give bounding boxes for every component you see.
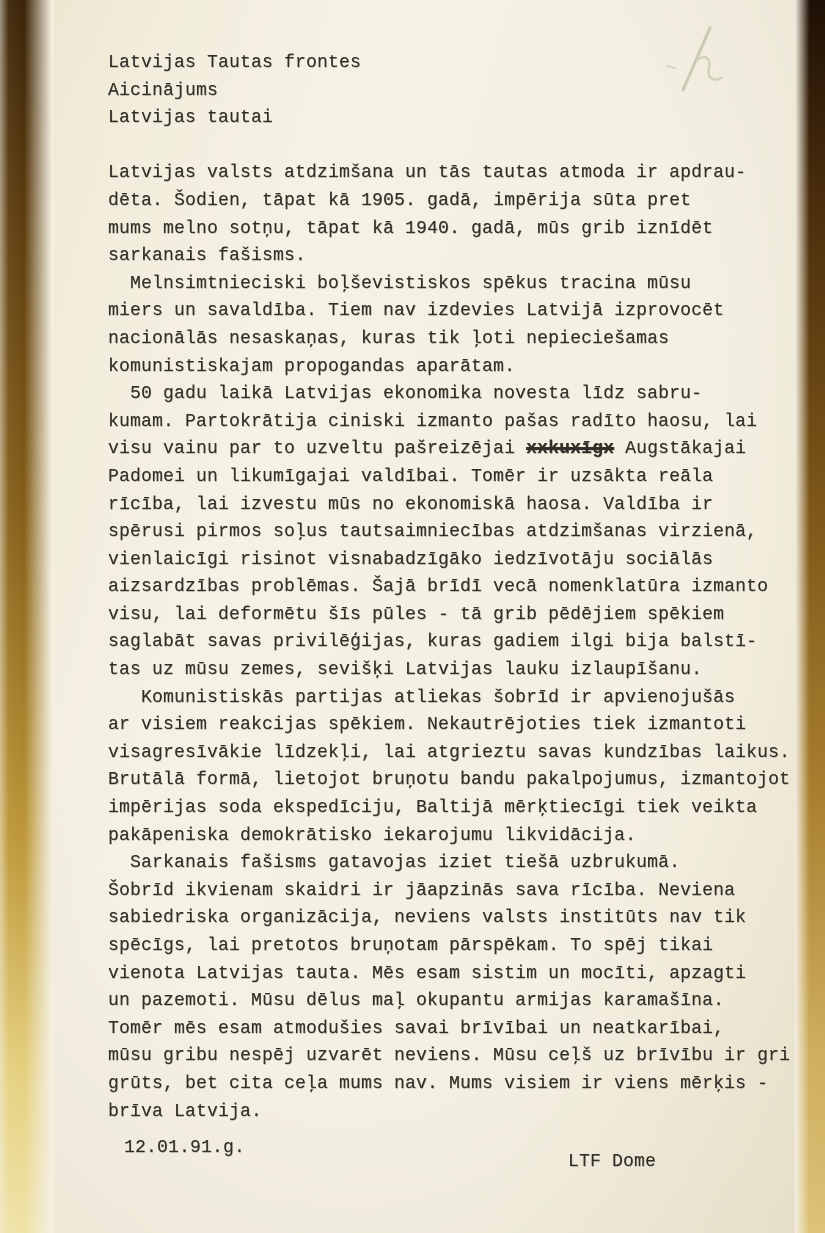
text-line: spērusi pirmos soļus tautsaimniecības atdzimšanas virzienā, xyxy=(108,522,758,543)
text-line: Latvijas valsts atdzimšana un tās tautas atmoda ir apdrau- xyxy=(108,163,747,184)
signature: LTF Dome xyxy=(568,1152,657,1172)
text-line: Šobrīd ikvienam skaidri ir jāapzinās sava rīcība. Neviena xyxy=(108,880,736,901)
text-line: visu vainu par to uzveltu pašreizējai xxkuxīgx Augstākajai xyxy=(108,439,747,460)
text-line: Brutālā formā, lietojot bruņotu bandu pakalpojumus, izmantojot xyxy=(108,770,791,791)
text-line: nacionālās nesaskaņas, kuras tik ļoti nepieciešamas xyxy=(108,328,670,349)
text-line: ar visiem reakcijas spēkiem. Nekautrējoties tiek izmantoti xyxy=(108,715,747,736)
document-date: 12.01.91.g. xyxy=(124,1138,246,1158)
text-line: mums melno sotņu, tāpat kā 1940. gadā, mūs grib iznīdēt xyxy=(108,218,714,239)
text-line: Latvijas Tautas frontes xyxy=(108,53,362,73)
text-line: brīva Latvija. xyxy=(108,1101,263,1122)
text-line: Padomei un likumīgajai valdībai. Tomēr ir uzsākta reāla xyxy=(108,466,714,487)
text-line: rīcība, lai izvestu mūs no ekonomiskā haosa. Valdība ir xyxy=(108,494,714,515)
text-line: un pazemoti. Mūsu dēlus maļ okupantu armijas karamašīna. xyxy=(108,991,725,1012)
text-line: tas uz mūsu zemes, sevišķi Latvijas lauku izlaupīšanu. xyxy=(108,660,703,681)
text-line: visagresīvākie līdzekļi, lai atgrieztu savas kundzības laikus. xyxy=(108,742,791,763)
text-line: impērijas soda ekspedīciju, Baltijā mērķtiecīgi tiek veikta xyxy=(108,798,758,819)
text-line: grūts, bet cita ceļa mums nav. Mums visiem ir viens mērķis - xyxy=(108,1073,769,1094)
text-line: Melnsimtnieciski boļševistiskos spēkus tracina mūsu xyxy=(108,273,692,294)
text-line: Aicinājums xyxy=(108,80,219,101)
text-line: Sarkanais fašisms gatavojas iziet tiešā uzbrukumā. xyxy=(108,853,681,874)
text-line: sabiedriska organizācija, neviens valsts institūts nav tik xyxy=(108,908,747,929)
text-line: sarkanais fašisms. xyxy=(108,246,307,267)
left-binding-edge xyxy=(0,0,54,1233)
text-line: komunistiskajam propogandas aparātam. xyxy=(108,356,516,377)
text-line: pakāpeniska demokrātisko iekarojumu likvidācija. xyxy=(108,825,637,846)
text-line: visu, lai deformētu šīs pūles - tā grib pēdējiem spēkiem xyxy=(108,604,725,625)
text-line xyxy=(108,133,808,161)
text-line: miers un savaldība. Tiem nav izdevies Latvijā izprovocēt xyxy=(108,301,725,322)
text-line: spēcīgs, lai pretotos bruņotam pārspēkam. To spēj tikai xyxy=(108,936,714,956)
text-line: kumam. Partokrātija ciniski izmanto pašas radīto haosu, lai xyxy=(108,411,758,432)
text-line: Tomēr mēs esam atmodušies savai brīvībai un neatkarībai, xyxy=(108,1018,725,1039)
struck-out-typo: xxkuxīgx xyxy=(526,439,615,460)
text-line: Komunistiskās partijas atliekas šobrīd ir apvienojušās xyxy=(108,687,736,708)
text-line: vienota Latvijas tauta. Mēs esam sistim un mocīti, apzagti xyxy=(108,963,747,984)
text-line: vienlaicīgi risinot visnabadzīgāko iedzīvotāju sociālās xyxy=(108,549,714,570)
text-line: aizsardzības problēmas. Šajā brīdī vecā nomenklatūra izmanto xyxy=(108,577,769,598)
text-line: saglabāt savas privilēģijas, kuras gadiem ilgi bija balstī- xyxy=(108,632,758,653)
text-line: 50 gadu laikā Latvijas ekonomika novesta līdz sabru- xyxy=(108,384,703,405)
text-line: Latvijas tautai xyxy=(108,108,274,129)
text-line: mūsu gribu nespēj uzvarēt neviens. Mūsu ceļš uz brīvību ir gri xyxy=(108,1046,791,1067)
text-line: dēta. Šodien, tāpat kā 1905. gadā, impērija sūta pret xyxy=(108,190,692,211)
typewritten-text xyxy=(108,50,808,1126)
